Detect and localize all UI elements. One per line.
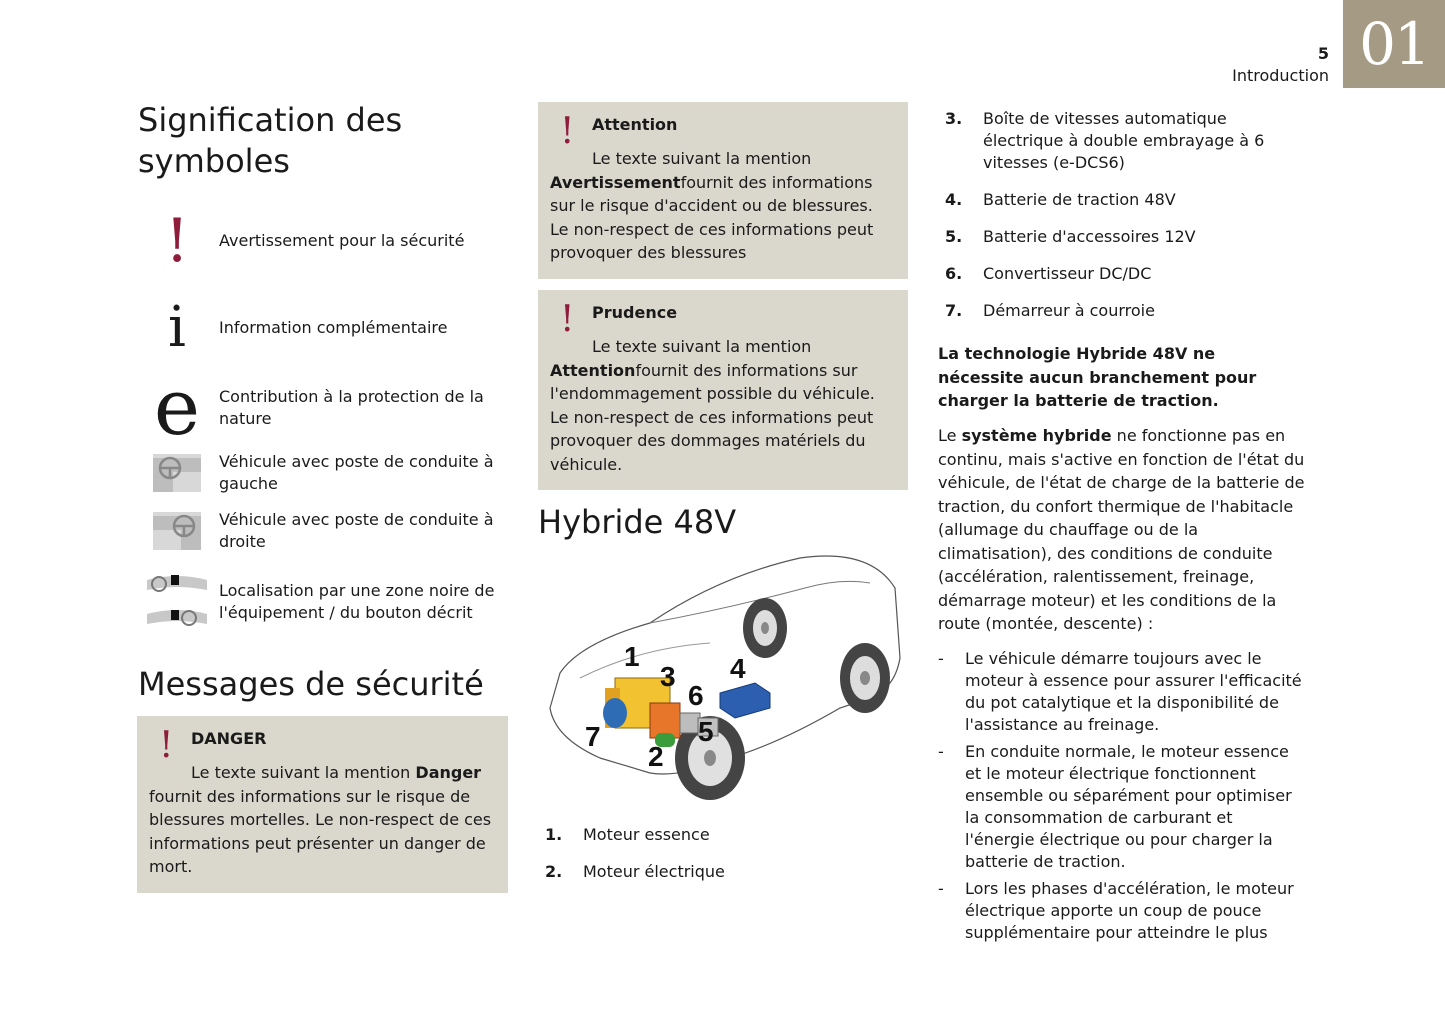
symbol-row — [145, 508, 505, 554]
symbols-title: Signification des symboles — [138, 101, 403, 180]
symbol-row — [145, 568, 505, 636]
wheel-rear-left — [743, 598, 787, 658]
symbol-row — [145, 208, 505, 274]
list-item: - Lors les phases d'accélération, le moteur électrique apporte un coup de pouce supplémentaire pour atteindre le plus — [938, 879, 1294, 942]
list-item: 5. Batterie d'accessoires 12V — [945, 227, 1196, 246]
wheel-rear-right — [840, 643, 890, 713]
gearbox — [650, 703, 680, 738]
eco-icon: e — [153, 363, 201, 453]
hybrid-note-bold: La technologie Hybride 48V ne nécessite aucun branchement pour charger la batterie de traction. — [938, 344, 1257, 410]
note-text: Le texte suivant la mention Avertissementfournit des informations sur le risque d'accident ou de blessures. Le non-respect de ces informations peut provoquer des blessures — [550, 149, 874, 262]
component-list-part1 — [545, 824, 905, 883]
hybrid-title: Hybride 48V — [538, 503, 737, 541]
safety-title: Messages de sécurité — [138, 665, 484, 703]
left-hand-drive-icon — [145, 454, 209, 492]
symbol-label: Véhicule avec poste de conduite à gauche — [219, 452, 494, 493]
diagram-label-3: 3 — [660, 661, 676, 692]
diagram-label-4: 4 — [730, 653, 746, 684]
list-item: 3. Boîte de vitesses automatique électrique à double embrayage à 6 vitesses (e-DCS6) — [945, 109, 1265, 172]
note-heading: Prudence — [592, 303, 678, 322]
list-item: 2. Moteur électrique — [545, 862, 725, 881]
symbol-label: Information complémentaire — [219, 318, 448, 337]
symbol-row — [145, 363, 505, 453]
page-number: 5 — [1317, 44, 1329, 63]
exclamation-icon: ! — [560, 111, 575, 152]
dashboard-location-icon — [145, 570, 209, 634]
diagram-label-7: 7 — [585, 721, 601, 752]
diagram-label-1: 1 — [624, 641, 640, 672]
note-text: Le texte suivant la mention Danger fournit des informations sur le risque de blessures mortelles. Le non-respect de ces informations peut présenter un danger de mort. — [149, 763, 492, 876]
starter — [603, 698, 627, 728]
diagram-label-2: 2 — [648, 741, 664, 772]
symbol-label: Véhicule avec poste de conduite à droite — [219, 510, 494, 551]
info-icon: i — [168, 295, 186, 360]
danger-note — [137, 716, 508, 893]
symbol-row — [145, 296, 505, 360]
section-name: Introduction — [1232, 66, 1329, 85]
diagram-label-6: 6 — [688, 680, 704, 711]
symbol-label: Avertissement pour la sécurité — [219, 231, 465, 250]
symbol-label: Contribution à la protection de la nature — [219, 387, 484, 428]
component-list-part2 — [945, 108, 1290, 322]
exclamation-icon: ! — [164, 206, 190, 276]
list-item: - En conduite normale, le moteur essence et le moteur électrique fonctionnent ensemble ou séparément pour optimiser la consommation de carburant et l'énergie électrique ou pour charger la batterie de traction. — [938, 742, 1292, 871]
exclamation-icon: ! — [560, 299, 575, 340]
note-text: Le texte suivant la mention Attentionfournit des informations sur l'endommagement possible du véhicule. Le non-respect de ces informations peut provoquer des dommages matériels du véhicule. — [550, 337, 875, 474]
attention-note — [538, 102, 908, 279]
hybrid-paragraph: Le système hybride ne fonctionne pas en continu, mais s'active en fonction de l'état du véhicule, de l'état de charge de la batterie de traction, du confort thermique de l'habitacle (allumage du chauffage ou de la climatisation), des conditions de conduite (accélération, ralentissement, freinage, démarrage moteur) et les conditions de la route (montée, descente) : — [938, 426, 1305, 633]
list-item: 4. Batterie de traction 48V — [945, 190, 1176, 209]
symbol-label: Localisation par une zone noire de l'équipement / du bouton décrit — [219, 581, 495, 622]
list-item: 7. Démarreur à courroie — [945, 301, 1155, 320]
exclamation-icon: ! — [159, 725, 174, 766]
symbol-row — [145, 450, 505, 496]
list-item: 6. Convertisseur DC/DC — [945, 264, 1152, 283]
note-heading: DANGER — [191, 729, 267, 748]
hybrid-system-diagram — [540, 548, 910, 803]
dc-dc-converter — [680, 713, 700, 733]
list-item: 1. Moteur essence — [545, 825, 710, 844]
note-heading: Attention — [592, 115, 678, 134]
right-hand-drive-icon — [145, 512, 209, 550]
prudence-note — [538, 290, 908, 490]
chapter-tab: 01 — [1343, 0, 1445, 88]
list-item: - Le véhicule démarre toujours avec le moteur à essence pour assurer l'efficacité du pot catalytique et la disponibilité de l'assistance au freinage. — [938, 649, 1302, 734]
diagram-label-5: 5 — [698, 716, 714, 747]
hybrid-bullets — [938, 648, 1306, 949]
